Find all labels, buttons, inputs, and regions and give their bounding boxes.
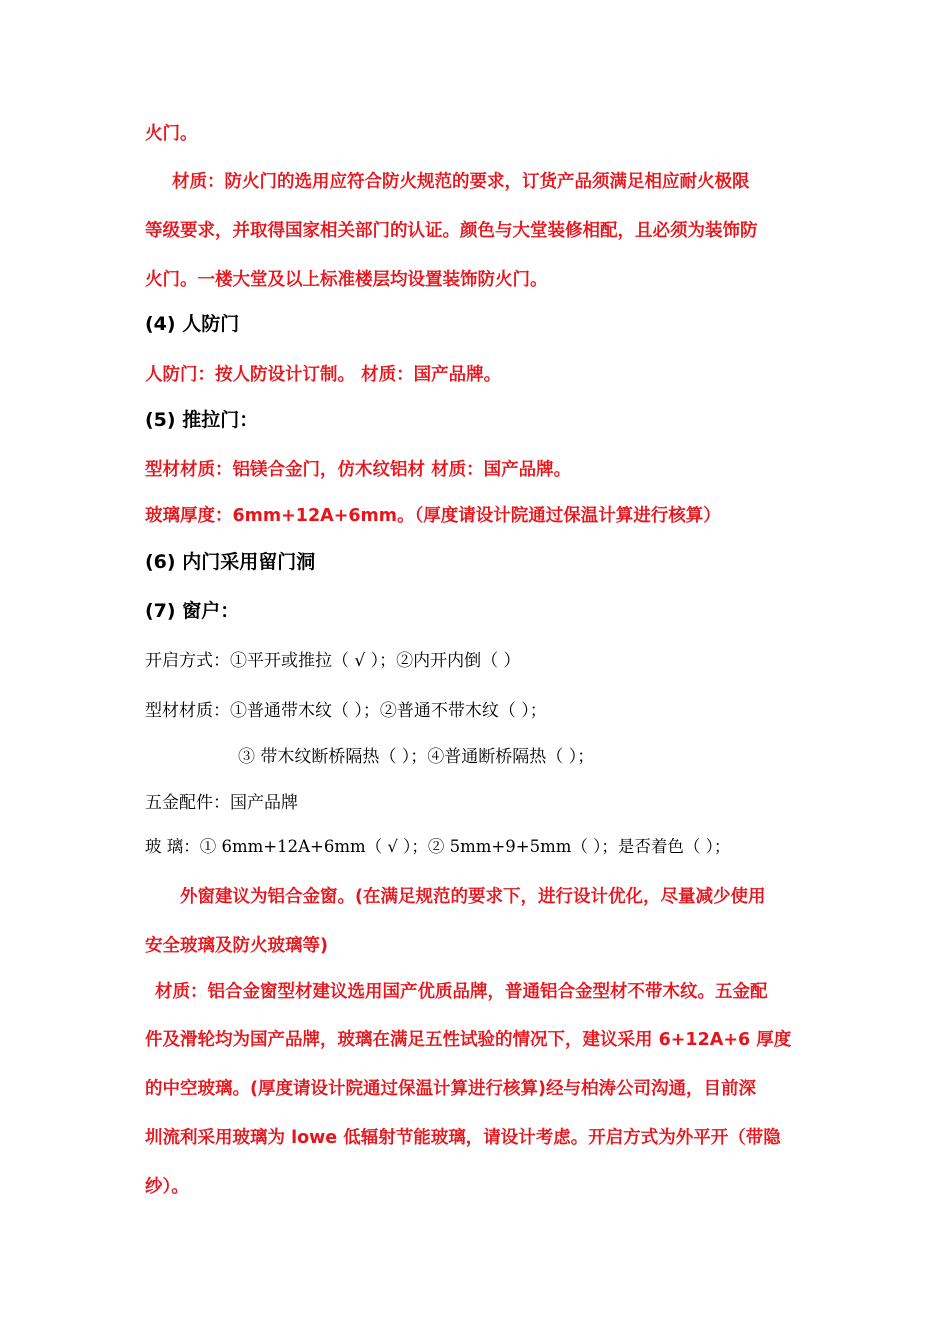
text-line: 型材材质：①普通带木纹（ ）；②普通不带木纹（ ）； [145,701,547,721]
text-line: 玻 璃：① 6mm+12A+6mm（ √ ）；② 5mm+9+5mm（ ）；是否着色（ ）； [145,837,731,856]
text-line: 圳流利采用玻璃为 lowe 低辐射节能玻璃，请设计考虑。开启方式为外平开（带隐 [145,1128,781,1148]
section-heading: (7) 窗户： [145,600,240,622]
text-line: 件及滑轮均为国产品牌，玻璃在满足五性试验的情况下，建议采用 6+12A+6 厚度 [145,1030,792,1050]
text-line: ③ 带木纹断桥隔热（ ）；④普通断桥隔热（ ）； [238,747,595,767]
text-line: 材质：防火门的选用应符合防火规范的要求，订货产品须满足相应耐火极限 [172,172,750,192]
text-line: 火门。 [145,124,198,144]
text-line: 人防门：按人防设计订制。 材质：国产品牌。 [145,365,502,385]
section-heading: (4) 人防门 [145,313,240,335]
text-line: 型材材质：铝镁合金门，仿木纹铝材 材质：国产品牌。 [145,460,572,480]
text-line: 纱）。 [145,1177,189,1197]
text-line: 等级要求，并取得国家相关部门的认证。颜色与大堂装修相配，且必须为装饰防 [145,221,758,241]
text-line: 安全玻璃及防火玻璃等) [145,936,328,956]
section-heading: (5) 推拉门： [145,409,259,431]
text-line: 火门。一楼大堂及以上标准楼层均设置装饰防火门。 [145,270,548,290]
text-line: 外窗建议为铝合金窗。(在满足规范的要求下，进行设计优化，尽量减少使用 [180,887,766,907]
text-line: 开启方式：①平开或推拉（ √ ）；②内开内倒（ ） [145,651,521,671]
text-line: 材质：铝合金窗型材建议选用国产优质品牌，普通铝合金型材不带木纹。五金配 [155,982,768,1002]
section-heading: (6) 内门采用留门洞 [145,551,316,573]
text-line: 的中空玻璃。(厚度请设计院通过保温计算进行核算)经与柏涛公司沟通，目前深 [145,1079,756,1099]
text-line: 玻璃厚度：6mm+12A+6mm。（厚度请设计院通过保温计算进行核算） [145,506,721,526]
text-line: 五金配件：国产品牌 [145,793,298,813]
